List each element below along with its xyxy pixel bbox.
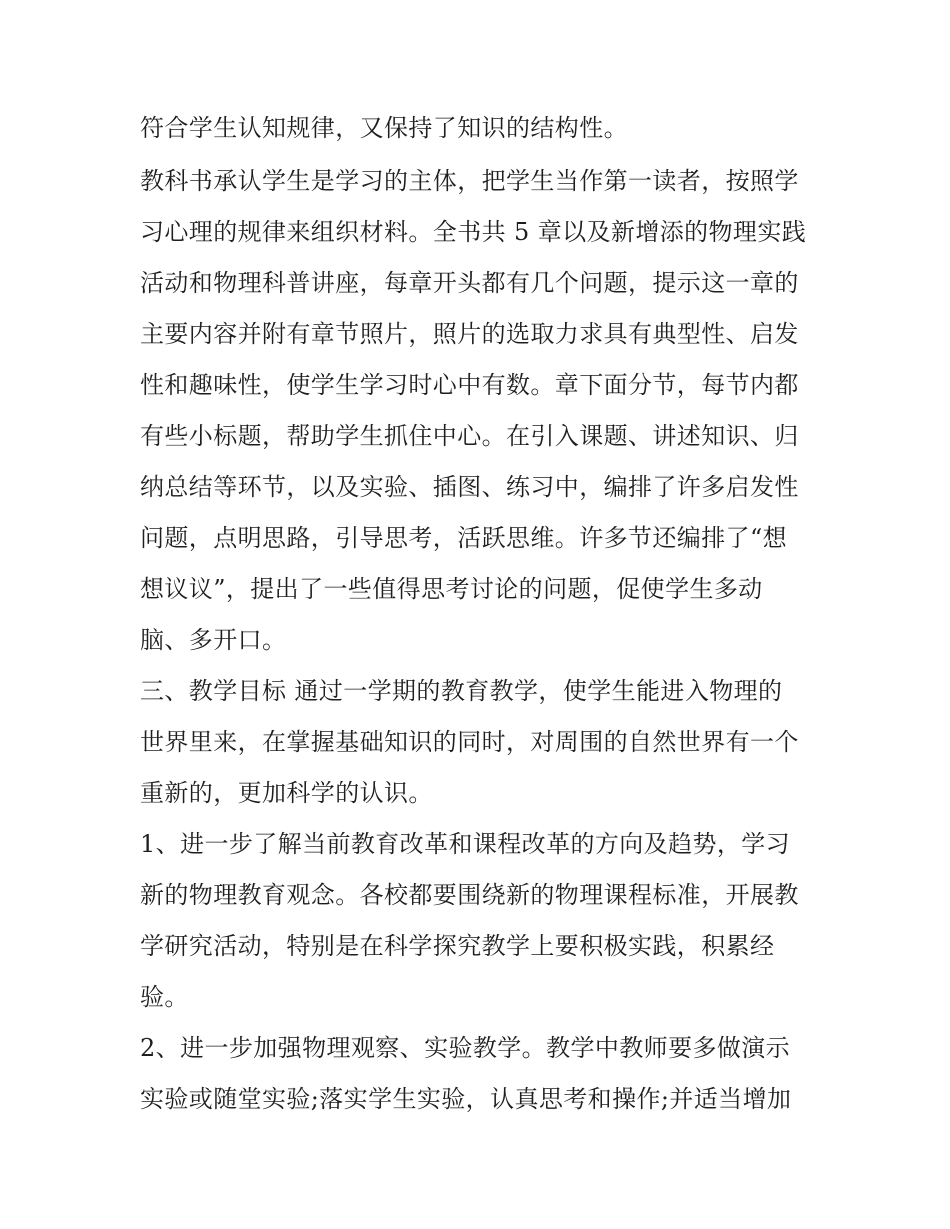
text-line: 性和趣味性，使学生学习时心中有数。章下面分节，每节内都 — [140, 371, 799, 399]
text-line: 重新的，更加科学的认识。 — [140, 779, 433, 807]
text-line: 活动和物理科普讲座，每章开头都有几个问题，提示这一章的 — [140, 269, 799, 297]
text-line: 教科书承认学生是学习的主体，把学生当作第一读者，按照学 — [140, 167, 799, 195]
text-line: 习心理的规律来组织材料。全书共 5 章以及新增添的物理实践 — [140, 218, 807, 246]
text-line: 验。 — [140, 983, 189, 1011]
text-line: 主要内容并附有章节照片，照片的选取力求具有典型性、启发 — [140, 320, 799, 348]
text-line: 1、进一步了解当前教育改革和课程改革的方向及趋势，学习 — [140, 830, 791, 858]
text-line: 三、教学目标 通过一学期的教育教学，使学生能进入物理的 — [140, 677, 783, 705]
text-line: 有些小标题，帮助学生抓住中心。在引入课题、讲述知识、归 — [140, 422, 799, 450]
text-line: 世界里来，在掌握基础知识的同时，对周围的自然世界有一个 — [140, 728, 799, 756]
text-line: 新的物理教育观念。各校都要围绕新的物理课程标准，开展教 — [140, 881, 799, 909]
text-line: 脑、多开口。 — [140, 626, 287, 654]
text-line: 纳总结等环节，以及实验、插图、练习中，编排了许多启发性 — [140, 473, 799, 501]
text-line: 实验或随堂实验;落实学生实验，认真思考和操作;并适当增加 — [140, 1085, 792, 1113]
text-line: 学研究活动，特别是在科学探究教学上要积极实践，积累经 — [140, 932, 775, 960]
text-line: 想议议”，提出了一些值得思考讨论的问题，促使学生多动 — [140, 575, 763, 603]
text-line: 2、进一步加强物理观察、实验教学。教学中教师要多做演示 — [140, 1034, 791, 1062]
text-line: 问题，点明思路，引导思考，活跃思维。许多节还编排了“想 — [140, 524, 788, 552]
text-line: 符合学生认知规律，又保持了知识的结构性。 — [140, 114, 628, 142]
